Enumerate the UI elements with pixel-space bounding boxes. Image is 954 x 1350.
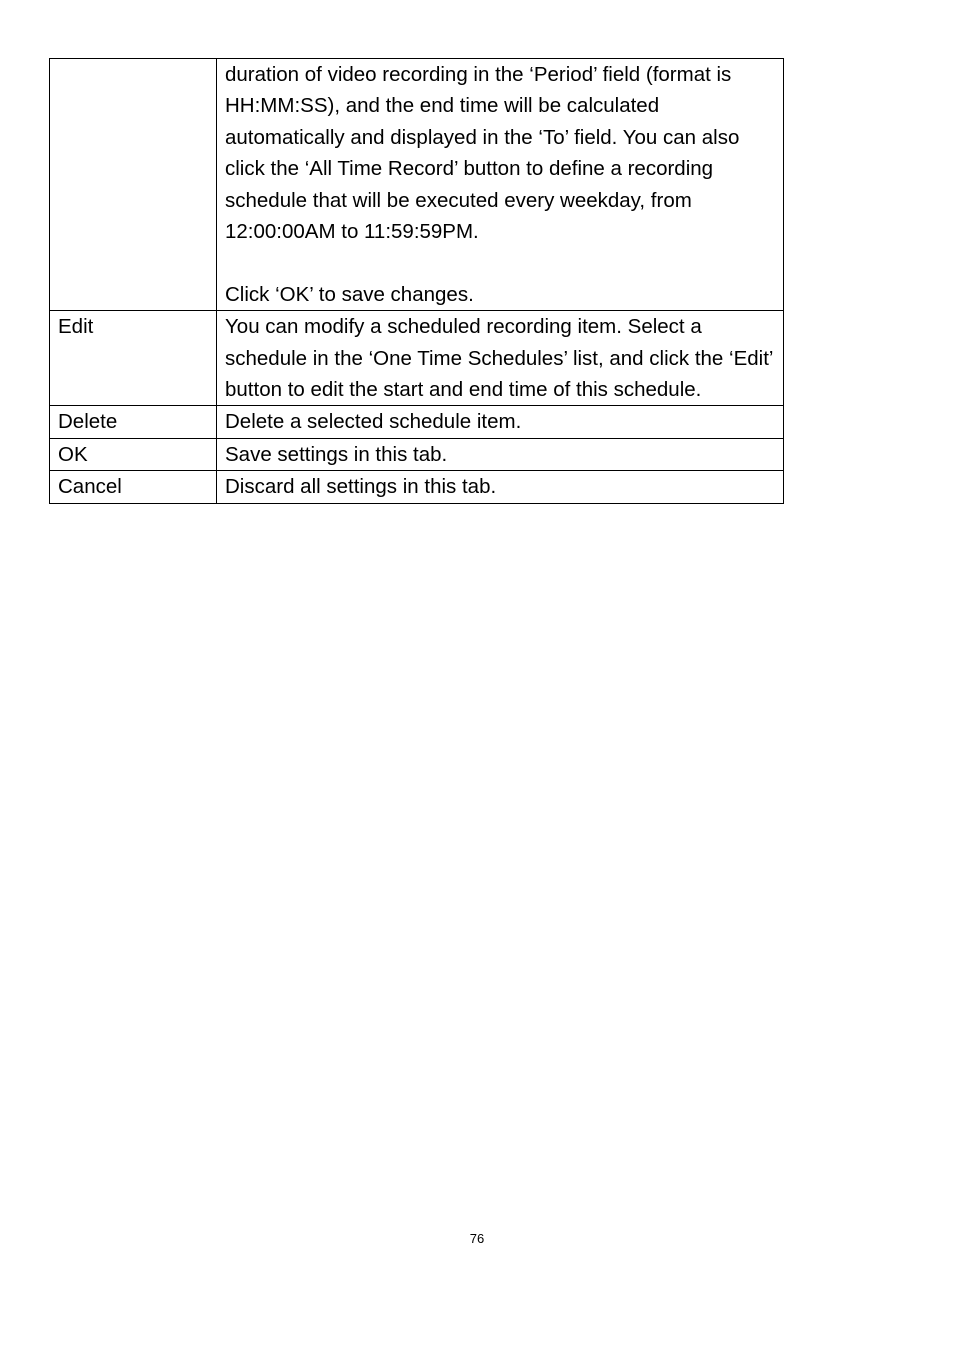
page-number: 76 <box>469 1231 485 1246</box>
table-term-cell: OK <box>50 438 217 470</box>
table-description-cell: You can modify a scheduled recording item. Select a schedule in the ‘One Time Schedules’ list, and click the ‘Edit’ button to edit the start and end time of this schedule. <box>217 311 784 406</box>
table-description-cell: Delete a selected schedule item. <box>217 406 784 438</box>
table-term-cell: Edit <box>50 311 217 406</box>
table-row <box>50 471 784 503</box>
table-description-cell: Save settings in this tab. <box>217 438 784 470</box>
table-row <box>50 311 784 406</box>
settings-description-table <box>49 58 784 504</box>
table-term-cell: Cancel <box>50 471 217 503</box>
table-term-cell: Delete <box>50 406 217 438</box>
table-row <box>50 59 784 311</box>
table-row <box>50 438 784 470</box>
table-description-cell: Discard all settings in this tab. <box>217 471 784 503</box>
table-row <box>50 406 784 438</box>
table-description-cell: duration of video recording in the ‘Period’ field (format is HH:MM:SS), and the end time will be calculated automatically and displayed in the ‘To’ field. You can also click the ‘All Time Record’ button to define a recording schedule that will be executed every weekday, from 12:00:00AM to 11:59:59PM. Click ‘OK’ to save changes. <box>217 59 784 311</box>
table-term-cell <box>50 59 217 311</box>
